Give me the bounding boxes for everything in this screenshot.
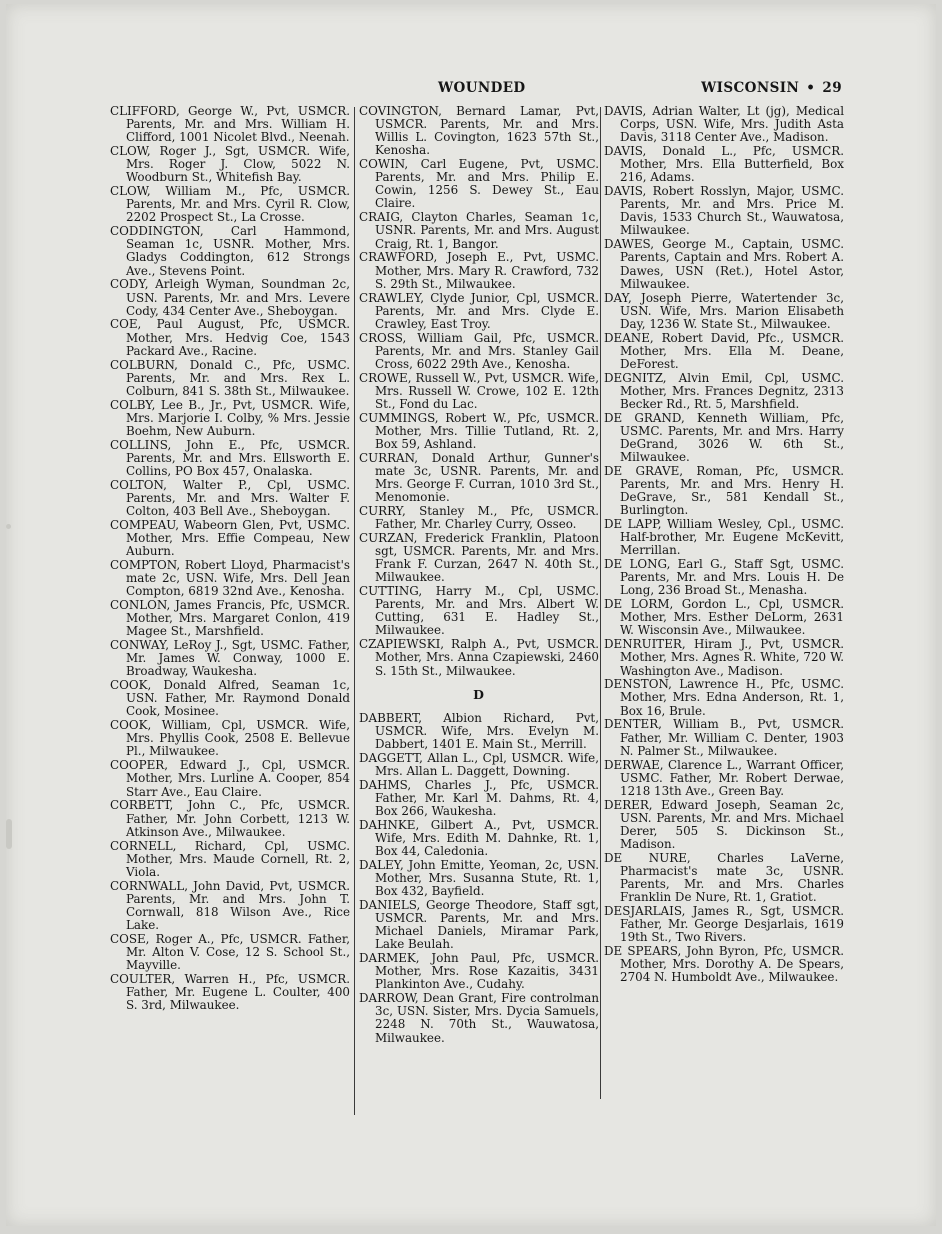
casualty-entry: CRAIG, Clayton Charles, Seaman 1c, USNR. Parents, Mr. and Mrs. August Craig, Rt. 1, Bangor. — [359, 210, 599, 251]
casualty-entry: DE SPEARS, John Byron, Pfc, USMCR. Mother, Mrs. Dorothy A. De Spears, 2704 N. Humboldt Ave., Milwaukee. — [604, 944, 844, 985]
casualty-entry: DE LAPP, William Wesley, Cpl., USMC. Half-brother, Mr. Eugene McKevitt, Merrillan. — [604, 517, 844, 558]
casualty-entry: CORNELL, Richard, Cpl, USMC. Mother, Mrs. Maude Cornell, Rt. 2, Viola. — [110, 838, 350, 879]
casualty-entry: DERWAE, Clarence L., Warrant Officer, USMC. Father, Mr. Robert Derwae, 1218 13th Ave., Green Bay. — [604, 757, 844, 798]
casualty-entry: COOK, William, Cpl, USMCR. Wife, Mrs. Phyllis Cook, 2508 E. Bellevue Pl., Milwaukee. — [110, 718, 350, 759]
casualty-entry: DAY, Joseph Pierre, Watertender 3c, USN. Wife, Mrs. Marion Elisabeth Day, 1236 W. State St., Milwaukee. — [604, 290, 844, 331]
casualty-entry: DENSTON, Lawrence H., Pfc, USMC. Mother, Mrs. Edna Anderson, Rt. 1, Box 16, Brule. — [604, 677, 844, 718]
paper-blemish — [6, 524, 11, 529]
casualty-entry: DE GRAVE, Roman, Pfc, USMCR. Parents, Mr. and Mrs. Henry H. DeGrave, Sr., 581 Kendall St., Burlington. — [604, 463, 844, 518]
casualty-entry: CORNWALL, John David, Pvt, USMCR. Parents, Mr. and Mrs. John T. Cornwall, 818 Wilson Ave., Rice Lake. — [110, 878, 350, 932]
casualty-entry: COSE, Roger A., Pfc, USMCR. Father, Mr. Alton V. Cose, 12 S. School St., Mayville. — [110, 931, 350, 972]
casualty-entry: DERER, Edward Joseph, Seaman 2c, USN. Parents, Mr. and Mrs. Michael Derer, 505 S. Dickinson St., Madison. — [604, 797, 844, 851]
casualty-entry: COMPTON, Robert Lloyd, Pharmacist's mate 2c, USN. Wife, Mrs. Dell Jean Compton, 6819 32nd Ave., Kenosha. — [110, 557, 350, 599]
casualty-entry: COLLINS, John E., Pfc, USMCR. Parents, Mr. and Mrs. Ellsworth E. Collins, PO Box 457, Onalaska. — [110, 437, 350, 478]
casualty-entry: CURZAN, Frederick Franklin, Platoon sgt, USMCR. Parents, Mr. and Mrs. Frank F. Curzan, 2647 N. 40th St., Milwaukee. — [359, 530, 599, 585]
casualty-entry: COOPER, Edward J., Cpl, USMCR. Mother, Mrs. Lurline A. Cooper, 854 Starr Ave., Eau Claire. — [110, 758, 350, 799]
casualty-entry: COULTER, Warren H., Pfc, USMCR. Father, Mr. Eugene L. Coulter, 400 S. 3rd, Milwaukee. — [110, 971, 350, 1013]
state-and-page-number: WISCONSIN • 29 — [701, 80, 842, 96]
casualty-entry: COLTON, Walter P., Cpl, USMC. Parents, Mr. and Mrs. Walter F. Colton, 403 Bell Ave., Sheboygan. — [110, 477, 350, 518]
casualty-entry: DANIELS, George Theodore, Staff sgt, USMCR. Parents, Mr. and Mrs. Michael Daniels, Miramar Park, Lake Beulah. — [359, 897, 599, 952]
casualty-entry: DARROW, Dean Grant, Fire controlman 3c, USN. Sister, Mrs. Dycia Samuels, 2248 N. 70th St., Wauwatosa, Milwaukee. — [359, 991, 599, 1045]
section-title: WOUNDED — [438, 80, 526, 96]
casualty-entry: DAVIS, Robert Rosslyn, Major, USMC. Parents, Mr. and Mrs. Price M. Davis, 1533 Church St., Wauwatosa, Milwaukee. — [604, 184, 844, 238]
casualty-entry: CRAWFORD, Joseph E., Pvt, USMC. Mother, Mrs. Mary R. Crawford, 732 S. 29th St., Milwaukee. — [359, 250, 599, 291]
casualty-entry: DESJARLAIS, James R., Sgt, USMCR. Father, Mr. George Desjarlais, 1619 19th St., Two Rivers. — [604, 903, 844, 945]
casualty-entry: DAHNKE, Gilbert A., Pvt, USMCR. Wife, Mrs. Edith M. Dahnke, Rt. 1, Box 44, Caledonia. — [359, 817, 599, 859]
casualty-entry: DEANE, Robert David, Pfc., USMCR. Mother, Mrs. Ella M. Deane, DeForest. — [604, 330, 844, 371]
casualty-entry: DAWES, George M., Captain, USMC. Parents, Captain and Mrs. Robert A. Dawes, USN (Ret.), Hotel Astor, Milwaukee. — [604, 237, 844, 291]
casualty-entry: COVINGTON, Bernard Lamar, Pvt, USMCR. Parents, Mr. and Mrs. Willis L. Covington, 1623 57th St., Kenosha. — [359, 105, 599, 158]
casualty-entry: CRAWLEY, Clyde Junior, Cpl, USMCR. Parents, Mr. and Mrs. Clyde E. Crawley, East Troy. — [359, 290, 599, 331]
column-2-c-entries — [359, 105, 599, 678]
casualty-entry: CORBETT, John C., Pfc, USMCR. Father, Mr. John Corbett, 1213 W. Atkinson Ave., Milwaukee. — [110, 798, 350, 839]
casualty-entry: CROWE, Russell W., Pvt, USMCR. Wife, Mrs. Russell W. Crowe, 102 E. 12th St., Fond du Lac. — [359, 370, 599, 411]
casualty-entry: CONLON, James Francis, Pfc, USMCR. Mother, Mrs. Margaret Conlon, 419 Magee St., Marshfield. — [110, 598, 350, 639]
column-2 — [359, 105, 599, 1117]
casualty-entry: CODDINGTON, Carl Hammond, Seaman 1c, USNR. Mother, Mrs. Gladys Coddington, 612 Strongs Ave., Stevens Point. — [110, 224, 350, 278]
column-2-d-entries — [359, 712, 599, 1045]
paper-blemish — [6, 819, 12, 849]
casualty-entry: COE, Paul August, Pfc, USMCR. Mother, Mrs. Hedvig Coe, 1543 Packard Ave., Racine. — [110, 317, 350, 358]
casualty-entry: DAVIS, Adrian Walter, Lt (jg), Medical Corps, USN. Wife, Mrs. Judith Asta Davis, 3118 Center Ave., Madison. — [604, 105, 844, 145]
casualty-entry: CROSS, William Gail, Pfc, USMCR. Parents, Mr. and Mrs. Stanley Gail Cross, 6022 29th Ave., Kenosha. — [359, 330, 599, 371]
casualty-entry: DE LONG, Earl G., Staff Sgt, USMC. Parents, Mr. and Mrs. Louis H. De Long, 236 Broad St., Menasha. — [604, 557, 844, 598]
casualty-entry: DENRUITER, Hiram J., Pvt, USMCR. Mother, Mrs. Agnes R. White, 720 W. Washington Ave., Madison. — [604, 637, 844, 678]
casualty-entry: CUMMINGS, Robert W., Pfc, USMCR. Mother, Mrs. Tillie Tutland, Rt. 2, Box 59, Ashland. — [359, 410, 599, 451]
casualty-entry: CLOW, Roger J., Sgt, USMCR. Wife, Mrs. Roger J. Clow, 5022 N. Woodburn St., Whitefish Bay. — [110, 144, 350, 185]
casualty-entry: DE NURE, Charles LaVerne, Pharmacist's mate 3c, USNR. Parents, Mr. and Mrs. Charles Franklin De Nure, Rt. 1, Gratiot. — [604, 850, 844, 905]
casualty-entry: COMPEAU, Wabeorn Glen, Pvt, USMC. Mother, Mrs. Effie Compeau, New Auburn. — [110, 517, 350, 559]
running-head — [110, 80, 842, 100]
casualty-entry: CLOW, William M., Pfc, USMCR. Parents, Mr. and Mrs. Cyril R. Clow, 2202 Prospect St., La Crosse. — [110, 184, 350, 225]
casualty-entry: DARMEK, John Paul, Pfc, USMCR. Mother, Mrs. Rose Kazaitis, 3431 Plankinton Ave., Cudahy. — [359, 951, 599, 992]
column-1 — [110, 105, 350, 1117]
casualty-entry: CURRAN, Donald Arthur, Gunner's mate 3c, USNR. Parents, Mr. and Mrs. George F. Curran, 1010 3rd St., Menomonie. — [359, 450, 599, 505]
casualty-entry: DAGGETT, Allan L., Cpl, USMCR. Wife, Mrs. Allan L. Daggett, Downing. — [359, 750, 599, 778]
casualty-entry: CZAPIEWSKI, Ralph A., Pvt, USMCR. Mother, Mrs. Anna Czapiewski, 2460 S. 15th St., Milwaukee. — [359, 637, 599, 678]
column-3 — [604, 105, 844, 1117]
casualty-entry: DAHMS, Charles J., Pfc, USMCR. Father, Mr. Karl M. Dahms, Rt. 4, Box 266, Waukesha. — [359, 777, 599, 818]
casualty-entry: COWIN, Carl Eugene, Pvt, USMC. Parents, Mr. and Mrs. Philip E. Cowin, 1256 S. Dewey St., Eau Claire. — [359, 157, 599, 211]
casualty-entry: CUTTING, Harry M., Cpl, USMC. Parents, Mr. and Mrs. Albert W. Cutting, 631 E. Hadley St., Milwaukee. — [359, 584, 599, 638]
column-divider — [600, 107, 601, 1099]
casualty-entry: COOK, Donald Alfred, Seaman 1c, USN. Father, Mr. Raymond Donald Cook, Mosinee. — [110, 678, 350, 719]
casualty-entry: CONWAY, LeRoy J., Sgt, USMC. Father, Mr. James W. Conway, 1000 E. Broadway, Waukesha. — [110, 638, 350, 679]
casualty-entry: CURRY, Stanley M., Pfc, USMCR. Father, Mr. Charley Curry, Osseo. — [359, 503, 599, 532]
casualty-entry: DE GRAND, Kenneth William, Pfc, USMC. Parents, Mr. and Mrs. Harry DeGrand, 3026 W. 6th St., Milwaukee. — [604, 410, 844, 465]
casualty-entry: DE LORM, Gordon L., Cpl, USMCR. Mother, Mrs. Esther DeLorm, 2631 W. Wisconsin Ave., Milwaukee. — [604, 597, 844, 638]
casualty-entry: DEGNITZ, Alvin Emil, Cpl, USMC. Mother, Mrs. Frances Degnitz, 2313 Becker Rd., Rt. 5, Marshfield. — [604, 370, 844, 411]
casualty-entry: COLBY, Lee B., Jr., Pvt, USMCR. Wife, Mrs. Marjorie I. Colby, % Mrs. Jessie Boehm, New Auburn. — [110, 397, 350, 438]
casualty-entry: DAVIS, Donald L., Pfc, USMCR. Mother, Mrs. Ella Butterfield, Box 216, Adams. — [604, 144, 844, 185]
casualty-entry: CODY, Arleigh Wyman, Soundman 2c, USN. Parents, Mr. and Mrs. Levere Cody, 434 Center Ave., Sheboygan. — [110, 277, 350, 318]
column-divider — [354, 107, 355, 1115]
casualty-entry: CLIFFORD, George W., Pvt, USMCR. Parents, Mr. and Mrs. William H. Clifford, 1001 Nicolet Blvd., Neenah. — [110, 105, 350, 145]
casualty-entry: DALEY, John Emitte, Yeoman, 2c, USN. Mother, Mrs. Susanna Stute, Rt. 1, Box 432, Bayfield. — [359, 857, 599, 899]
section-letter-heading: D — [473, 686, 485, 702]
casualty-entry: DABBERT, Albion Richard, Pvt, USMCR. Wife, Mrs. Evelyn M. Dabbert, 1401 E. Main St., Merrill. — [359, 710, 599, 751]
casualty-entry: COLBURN, Donald C., Pfc, USMC. Parents, Mr. and Mrs. Rex L. Colburn, 841 S. 38th St., Milwaukee. — [110, 357, 350, 398]
casualty-entry: DENTER, William B., Pvt, USMCR. Father, Mr. William C. Denter, 1903 N. Palmer St., Milwaukee. — [604, 717, 844, 758]
casualty-columns — [110, 105, 844, 1121]
document-page — [6, 4, 936, 1226]
